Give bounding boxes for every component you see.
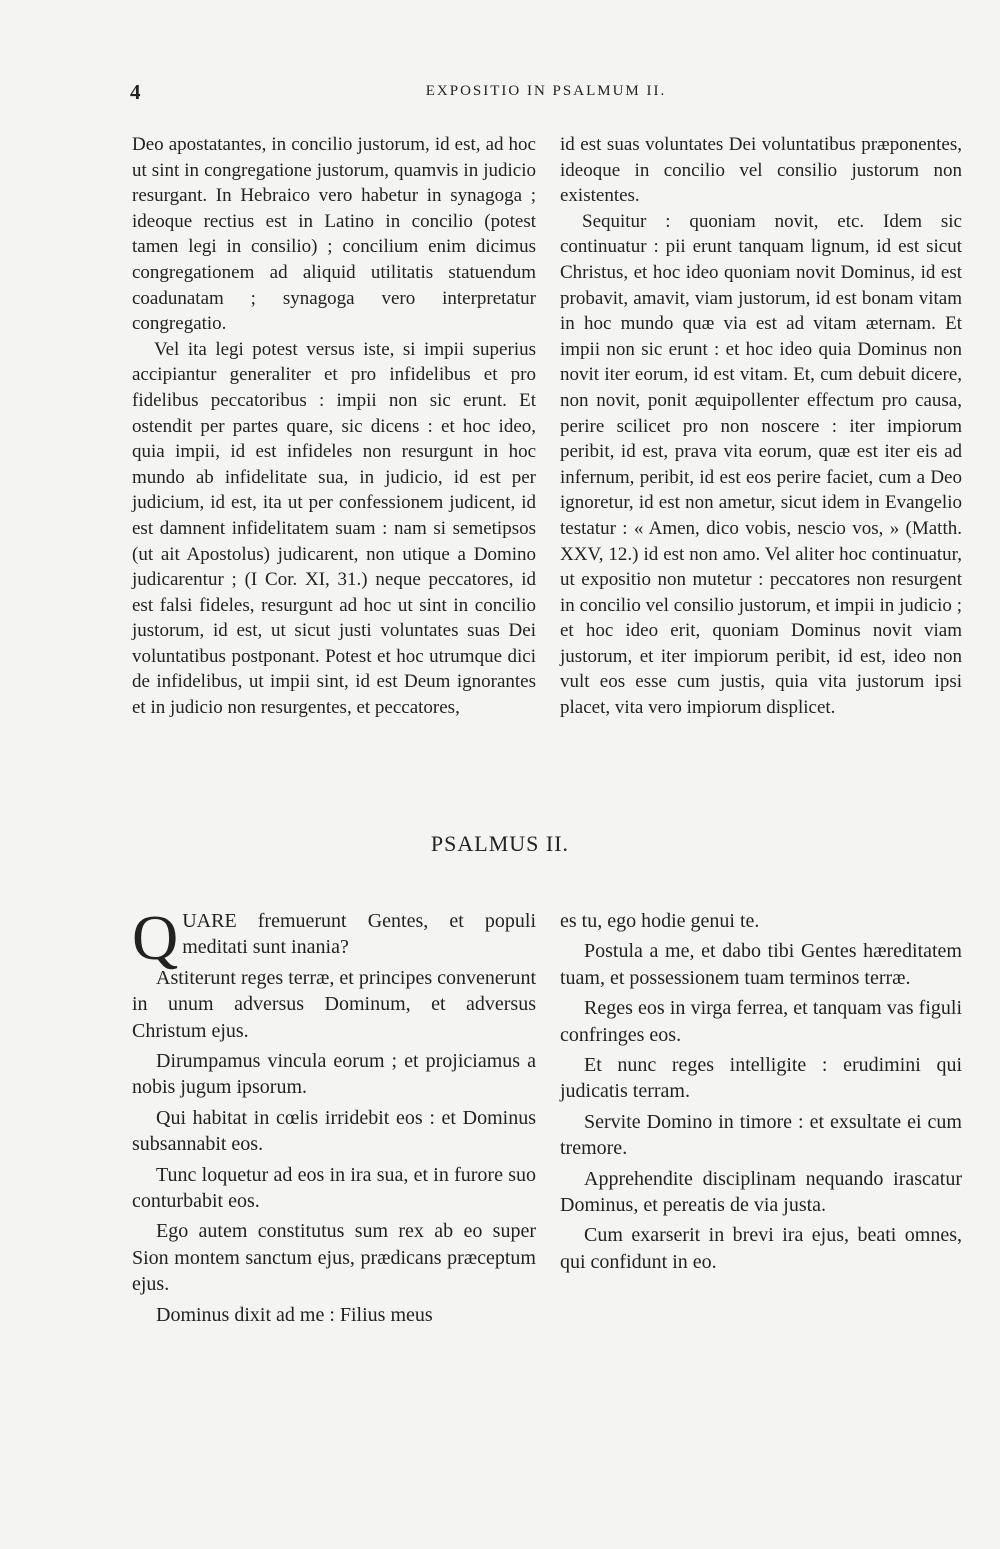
psalm-verse: Reges eos in virga ferrea, et tanquam vas figuli confringes eos.	[560, 997, 962, 1046]
page-number: 4	[130, 80, 141, 104]
psalm-verse: Et nunc reges intelligite : erudimini qui judicatis terram.	[560, 1054, 962, 1103]
psalm-left-column	[132, 902, 536, 1332]
commentary-left-column	[132, 132, 536, 721]
commentary-right-column	[560, 132, 962, 721]
page-header	[130, 80, 962, 104]
psalm-verse: Postula a me, et dabo tibi Gentes hæreditatem tuam, et possessionem tuam terminos terræ.	[560, 940, 962, 989]
commentary-paragraph: Sequitur : quoniam novit, etc. Idem sic continuatur : pii erunt tanquam lignum, id est sicut Christus, et hoc ideo quoniam novit Dominus, id est probavit, amavit, viam justorum, id est bonam vitam in hoc mundo quæ via est ad vitam æternam. Et impii non sic erunt : et hoc ideo quia Dominus non novit iter eorum, id est vitam. Et, cum debuit dicere, non novit, ponit æquipollenter effectum pro causa, perire scilicet pro non noscere : iter impiorum peribit, id est, prava vita eorum, quæ est iter eis ad infernum, peribit, id est eos perire faciet, cum a Deo ignoretur, id est non ametur, sicut idem in Evangelio testatur : « Amen, dico vobis, nescio vos, » (Matth. XXV, 12.) id est non amo. Vel aliter hoc continuatur, ut expositio non mutetur : peccatores non resurgent in concilio vel consilio justorum, et impii in judicio ; et hoc ideo erit, quoniam Dominus novit viam justorum, et iter impiorum peribit, id est, ideo non vult eos esse cum justis, quia vita justorum ipsi placet, vita vero impiorum displicet.	[560, 210, 962, 719]
psalm-verse: Apprehendite disciplinam nequando irascatur Dominus, et pereatis de via justa.	[560, 1167, 962, 1217]
commentary-paragraph: Deo apostatantes, in concilio justorum, id est, ad hoc ut sint in congregatione justorum, quamvis in judicio resurgant. In Hebraico vero habetur in synagoga ; ideoque rectius est in Latino in concilio (potest tamen legi in consilio) ; concilium enim dicimus congregationem ad aliquid utilitatis statuendum coadunatam ; synagoga vero interpretatur congregatio.	[132, 134, 536, 335]
drop-cap: Q	[132, 902, 179, 973]
psalm-verse: Tunc loquetur ad eos in ira sua, et in furore suo conturbabit eos.	[132, 1163, 536, 1213]
commentary-paragraph: id est suas voluntates Dei voluntatibus præponentes, ideoque in concilio vel consilio justorum non existentes.	[560, 134, 962, 207]
psalm-verse: Ego autem constitutus sum rex ab eo super Sion montem sanctum ejus, prædicans præceptum ejus.	[132, 1220, 536, 1296]
psalm-verse: Servite Domino in timore : et exsultate ei cum tremore.	[560, 1110, 962, 1160]
psalm-right-column	[560, 908, 962, 1279]
psalm-verse: es tu, ego hodie genui te.	[560, 910, 760, 932]
running-title: EXPOSITIO IN PSALMUM II.	[425, 83, 667, 99]
commentary-paragraph: Vel ita legi potest versus iste, si impii superius accipiantur generaliter et pro infidelibus et pro fidelibus peccatoribus : impii non sic erunt. Et ostendit per partes quare, sic dicens : et hoc ideo, quia impii, id est infideles non resurgunt in hoc mundo ab infidelitate sua, in judicio, id est per judicium, id est, ita ut per confessionem judicent, id est damnent infidelitatem suam : nam si semetipsos (ut ait Apostolus) judicarent, non utique a Domino judicarentur ; (I Cor. XI, 31.) neque peccatores, id est falsi fideles, resurgunt ad hoc ut sint in concilio justorum, id est, ut sicut justi voluntates suas Dei voluntatibus postponant. Potest et hoc utrumque dici de infidelibus, ut impii sint, id est Deum ignorantes et in judicio non resurgentes, et peccatores,	[132, 338, 536, 719]
psalm-verse: Astiterunt reges terræ, et principes convenerunt in unum adversus Dominum, et adversus Christum ejus.	[132, 966, 536, 1042]
psalm-verse	[132, 902, 536, 973]
psalm-verse: Cum exarserit in brevi ira ejus, beati omnes, qui confidunt in eo.	[560, 1224, 962, 1273]
psalm-verse: Dominus dixit ad me : Filius meus	[156, 1303, 433, 1326]
psalm-title: PSALMUS II.	[430, 831, 570, 856]
psalm-verse: Qui habitat in cœlis irridebit eos : et Dominus subsannabit eos.	[132, 1106, 536, 1156]
psalm-verse: Dirumpamus vincula eorum ; et projiciamus a nobis jugum ipsorum.	[132, 1050, 536, 1099]
verse-text: UARE fremuerunt Gentes, et populi meditati sunt inania?	[182, 910, 536, 959]
